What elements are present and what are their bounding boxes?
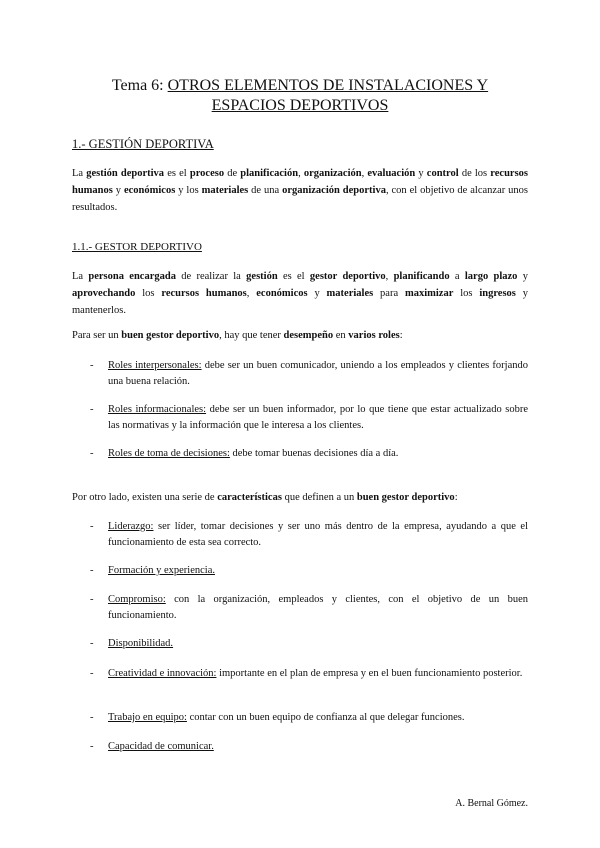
subsection-heading: 1.1.- GESTOR DEPORTIVO [72,241,202,253]
footer-author: A. Bernal Gómez. [455,798,528,809]
list-item-trait: - Creatividad e innovación: importante en el plan de empresa y en el buen funcionamiento posterior. [90,666,528,682]
bullet-dash: - [90,404,94,415]
list-item-trait: - Compromiso: con la organización, empleados y clientes, con el objetivo de un buen funcionamiento. [90,594,528,621]
bullet-dash: - [90,521,94,532]
page-title [60,76,540,116]
bullet-dash: - [90,594,94,605]
list-item-role: - Roles informacionales: debe ser un buen informador, por lo que tiene que estar actualizado sobre las normativas y la información que le interesa a los clientes. [90,404,529,431]
list-item-role: - Roles interpersonales: debe ser un buen comunicador, uniendo a los empleados y clientes forjando una buena relación. [90,360,528,387]
title-line2: ESPACIOS DEPORTIVOS [211,97,389,114]
bullet-dash: - [90,360,94,371]
list-item-trait: - Capacidad de comunicar. [90,739,528,755]
bullet-dash: - [90,741,94,752]
list-item-trait: - Formación y experiencia. [90,563,528,579]
bullet-dash: - [90,668,94,679]
bullet-dash: - [90,712,94,723]
section-heading: 1.- GESTIÓN DEPORTIVA [72,137,214,151]
list-item-trait: - Liderazgo: ser líder, tomar decisiones y ser uno más dentro de la empresa, ayudando a que el funcionamiento de esta sea correcto. [90,521,528,548]
paragraph-gestor-deportivo: La persona encargada de realizar la gestión es el gestor deportivo, planificando a largo plazo y aprovechando los recursos humanos, económicos y materiales para maximizar los ingresos y mantenerlos. [72,271,528,316]
list-item-trait: - Trabajo en equipo: contar con un buen equipo de confianza al que delegar funciones. [90,710,528,726]
list-item-trait: - Disponibilidad. [90,636,528,652]
bullet-dash: - [90,565,94,576]
paragraph-gestion-deportiva: La gestión deportiva es el proceso de planificación, organización, evaluación y control de los recursos humanos y económicos y los materiales de una organización deportiva, con el objetivo de alcanzar unos resultados. [72,168,529,213]
paragraph-caracteristicas-intro: Por otro lado, existen una serie de características que definen a un buen gestor deportivo: [72,492,458,503]
list-item-role: - Roles de toma de decisiones: debe tomar buenas decisiones día a día. [90,446,528,462]
bullet-dash: - [90,638,94,649]
title-line1: OTROS ELEMENTOS DE INSTALACIONES Y [167,77,489,94]
title-prefix: Tema 6: [111,77,164,94]
bullet-dash: - [90,448,94,459]
paragraph-roles-intro: Para ser un buen gestor deportivo, hay que tener desempeño en varios roles: [72,330,403,341]
